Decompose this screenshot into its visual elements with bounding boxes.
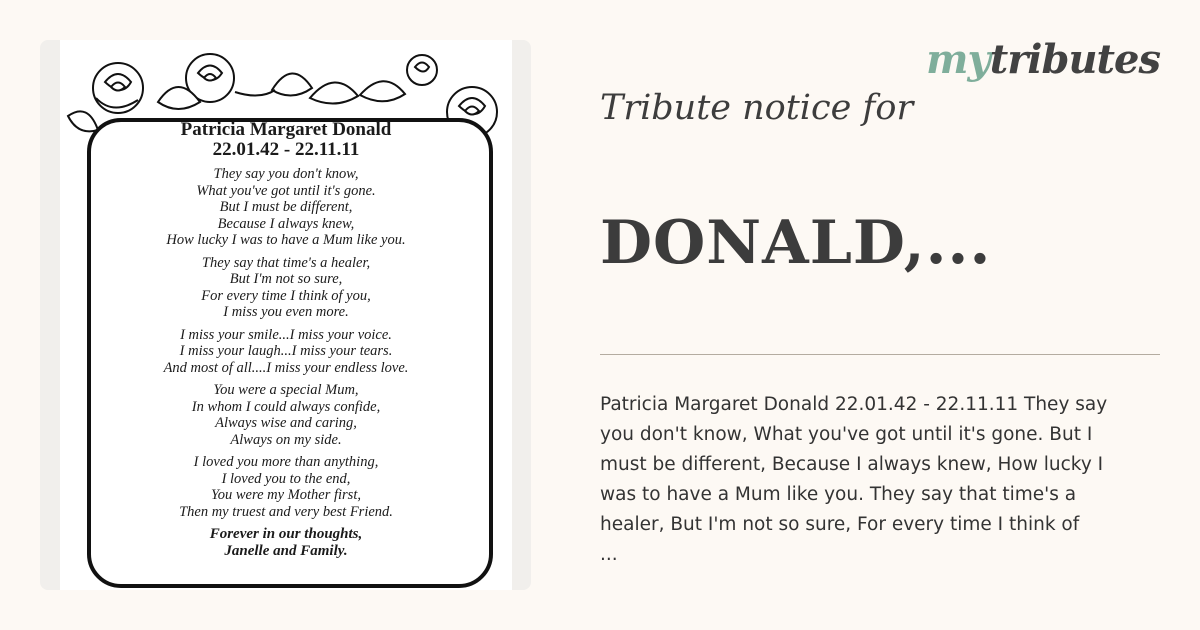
poem-line: Always wise and caring, (215, 415, 357, 431)
notice-name: Patricia Margaret Donald (180, 119, 392, 140)
stem (235, 90, 275, 96)
poem-line: I loved you more than anything, (193, 454, 379, 470)
notice-excerpt (600, 390, 1130, 570)
stanza (60, 382, 512, 448)
stanza (60, 255, 512, 321)
poem-line: How lucky I was to have a Mum like you. (166, 232, 406, 248)
poem-line: I miss you even more. (223, 304, 349, 320)
stanza (60, 454, 512, 520)
notice-photo (40, 40, 531, 590)
poem-line: What you've got until it's gone. (196, 182, 376, 199)
stanza (60, 166, 512, 249)
divider (600, 354, 1160, 355)
excerpt-text: Patricia Margaret Donald 22.01.42 - 22.11.11 They say you don't know, What you've got until it's gone. But I must be different, Because I always knew, How lucky I was to have a Mum like you. They say that time's a healer, But I'm not so sure, For every time I think of (600, 394, 1108, 535)
excerpt-ellipsis: ... (600, 544, 618, 565)
poem-line: Then my truest and very best Friend. (179, 503, 393, 520)
poem-line: Always on my side. (230, 431, 342, 448)
poem-line: I miss your laugh...I miss your tears. (179, 343, 393, 359)
notice-dates: 22.01.42 - 22.11.11 (212, 139, 360, 160)
poem-line: Because I always knew, (217, 215, 355, 232)
logo-my: my (926, 36, 990, 83)
poem-line: I miss your smile...I miss your voice. (180, 326, 392, 343)
surname-title: DONALD,... (600, 208, 992, 278)
leaf (310, 82, 358, 103)
poem-line: For every time I think of you, (201, 287, 371, 304)
poem-line: But I'm not so sure, (229, 271, 343, 287)
rose-left (93, 63, 143, 113)
notice-text (60, 120, 512, 560)
poem-line: I loved you to the end, (221, 470, 351, 487)
poem-line: You were a special Mum, (213, 382, 359, 398)
closing (60, 526, 512, 560)
leaf (360, 81, 405, 101)
stanza (60, 327, 512, 377)
mytributes-logo[interactable] (926, 36, 1160, 83)
leaf (272, 73, 312, 95)
poem-line: They say you don't know, (213, 166, 359, 182)
tribute-label: Tribute notice for (600, 88, 914, 128)
closing-line: Janelle and Family. (224, 543, 348, 559)
poem-line: You were my Mother first, (211, 487, 361, 503)
logo-tributes: tributes (989, 36, 1160, 83)
poem-line: They say that time's a healer, (201, 254, 371, 271)
poem-line: But I must be different, (219, 199, 353, 215)
poem-line: In whom I could always confide, (191, 398, 381, 415)
poem-line: And most of all....I miss your endless love. (163, 359, 409, 376)
rose-right-small (407, 55, 437, 85)
closing-line: Forever in our thoughts, (209, 526, 363, 542)
